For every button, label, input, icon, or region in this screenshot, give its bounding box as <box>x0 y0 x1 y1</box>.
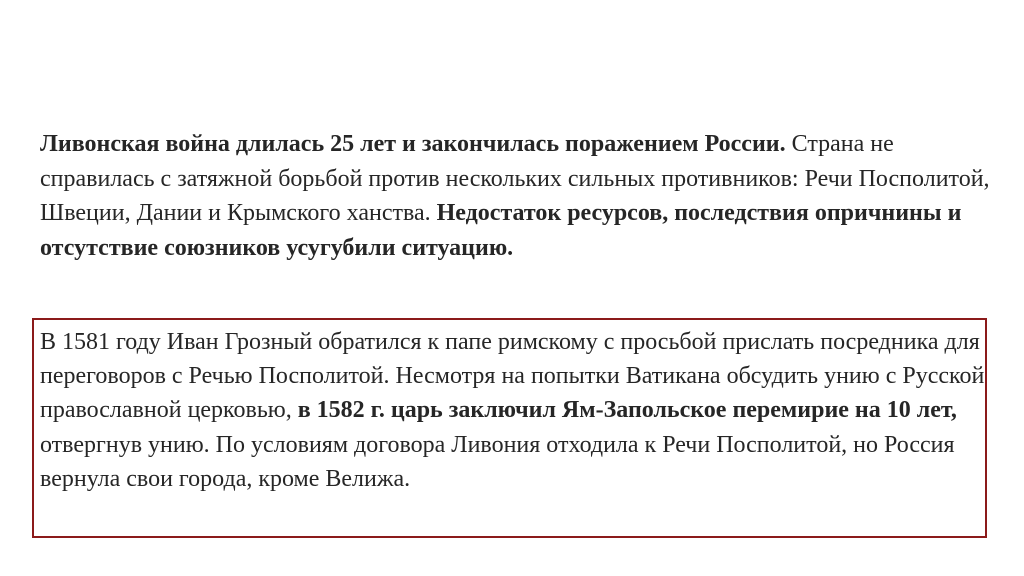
box-text-after: отвергнув унию. По условиям договора Ливония отходила к Речи Посполитой, но Россия вернула свои города, кроме Велижа. <box>40 431 955 492</box>
intro-bold-lead: Ливонская война длилась 25 лет и закончилась поражением России. <box>40 131 786 157</box>
box-bold-text: в 1582 г. царь заключил Ям-Запольское перемирие на 10 лет, <box>297 397 957 424</box>
intro-bold-tail: Недостаток ресурсов, последствия опричнины и отсутствие союзников усугубили ситуацию. <box>40 200 962 261</box>
box-text-before: В 1581 году Иван Грозный обратился к папе римскому с просьбой прислать посредника для переговоров с Речью Посполитой. Несмотря на попытки Ватикана обсудить унию с Русской православной церковью, <box>40 329 985 424</box>
box-paragraph <box>40 325 985 496</box>
intro-paragraph <box>40 127 1000 265</box>
intro-normal-text: Страна не справилась с затяжной борьбой против нескольких сильных противников: Речи Посполитой, Швеции, Дании и Крымского ханства. <box>40 131 990 226</box>
